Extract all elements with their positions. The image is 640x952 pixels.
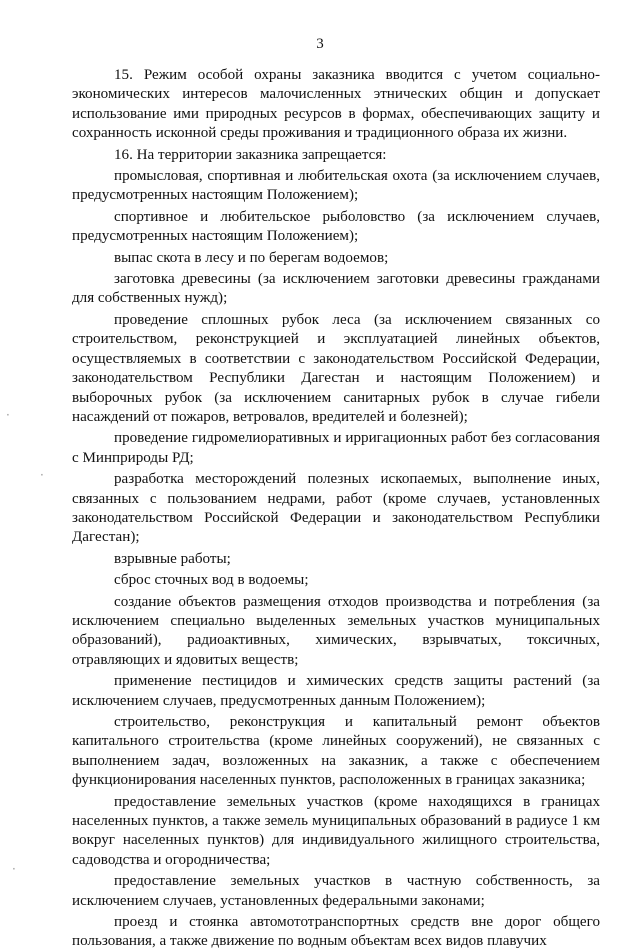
document-body [72, 66, 600, 952]
paragraph-16: 16. На территории заказника запрещается: [114, 146, 387, 163]
prohibition-item: заготовка древесины (за исключением заготовки древесины гражданами для собственных нужд); [72, 271, 600, 307]
prohibition-item: спортивное и любительское рыболовство (за исключением случаев, предусмотренных настоящим Положением); [72, 208, 600, 245]
prohibition-item: разработка месторождений полезных ископаемых, выполнение иных, связанных с пользованием недрами, работ (кроме случаев, установленных законодательством Российской Федерации и законодательством Республики Дагестан); [72, 471, 600, 546]
prohibition-item: предоставление земельных участков в частную собственность, за исключением случаев, установленных федеральными законами; [72, 873, 600, 909]
prohibition-item: предоставление земельных участков (кроме находящихся в границах населенных пунктов, а также земель муниципальных образований в радиусе 1 км вокруг населенных пунктов) для индивидуального жилищного строительства, садоводства и огородничества; [72, 793, 600, 868]
prohibition-item: строительство, реконструкция и капитальный ремонт объектов капитального строительства (кроме линейных сооружений), не связанных с выполнением задач, возложенных на заказник, а также с обеспечением функционирования населенных пунктов, расположенных в границах заказника; [72, 714, 600, 789]
scan-artifact: · [6, 408, 10, 422]
prohibition-item: проезд и стоянка автомототранспортных средств вне дорог общего пользования, а также движение по водным объектам всех видов плавучих [72, 914, 600, 950]
prohibition-item: промысловая, спортивная и любительская охота (за исключением случаев, предусмотренных настоящим Положением); [72, 168, 600, 204]
prohibition-item: создание объектов размещения отходов производства и потребления (за исключением специально выделенных земельных участков муниципальных образований), радиоактивных, химических, взрывчатых, токсичных, отравляющих и ядовитых веществ; [72, 593, 600, 668]
prohibition-item: выпас скота в лесу и по берегам водоемов; [114, 249, 389, 266]
scan-artifact: · [12, 862, 16, 876]
page-number: 3 [316, 36, 324, 52]
scan-artifact: · [40, 468, 44, 482]
prohibition-item: проведение гидромелиоративных и ирригационных работ без согласования с Минприроды РД; [72, 430, 600, 466]
prohibition-item: проведение сплошных рубок леса (за исключением связанных со строительством, реконструкцией и эксплуатацией линейных объектов, осуществляемых в соответствии с законодательством Российской Федерации, законодательством Республики Дагестан и настоящим Положением) и выборочных рубок (за исключением санитарных рубок в случае гибели насаждений от пожаров, ветровалов, вредителей и болезней); [72, 311, 600, 425]
prohibition-item: сброс сточных вод в водоемы; [114, 572, 309, 589]
prohibition-item: взрывные работы; [114, 550, 231, 567]
prohibition-item: применение пестицидов и химических средств защиты растений (за исключением случаев, предусмотренных данным Положением); [72, 673, 600, 709]
paragraph-15: 15. Режим особой охраны заказника вводится с учетом социально-экономических интересов малочисленных этнических общин и допускает использование ими природных ресурсов в формах, обеспечивающих защиту и сохранность исконной среды проживания и традиционного образа их жизни. [72, 67, 600, 142]
